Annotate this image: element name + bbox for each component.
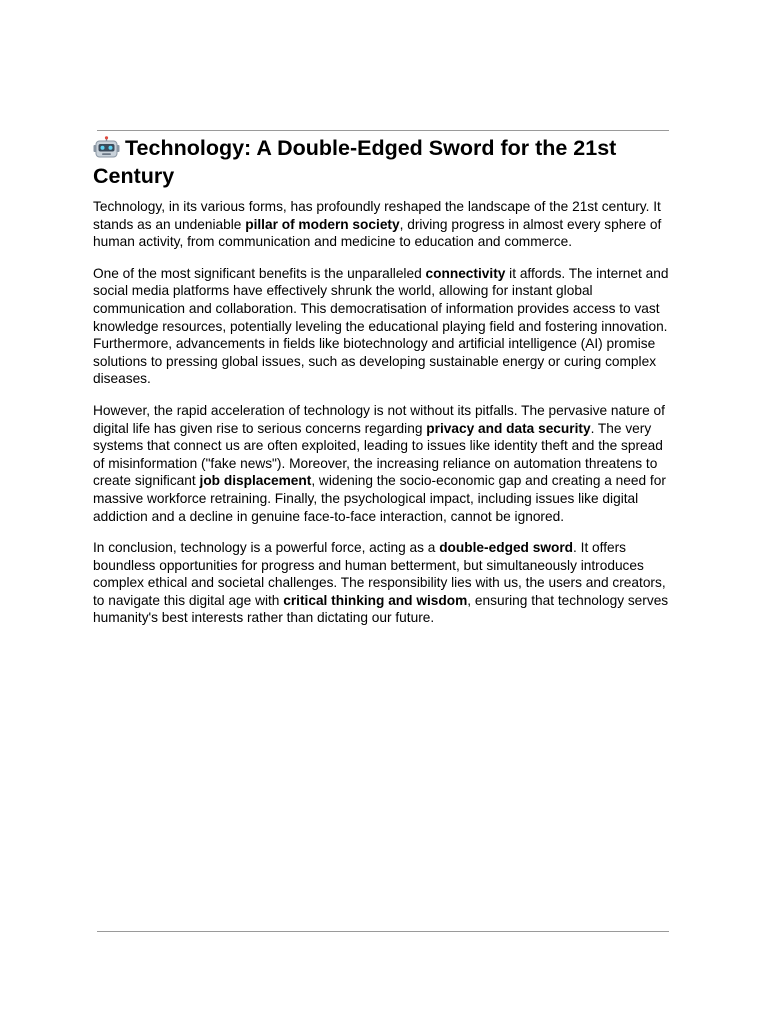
conclusion-bold-1: double-edged sword: [439, 540, 574, 556]
benefits-text-1: One of the most significant benefits is the unparalleled: [93, 265, 426, 281]
benefits-paragraph: [93, 265, 677, 388]
article-title: [93, 134, 677, 190]
conclusion-bold-2: critical thinking and wisdom: [283, 592, 468, 608]
pitfalls-text-1: However, the rapid acceleration of technology is not without its pitfalls. The pervasive nature of digital life has given rise to serious concerns regarding: [93, 402, 665, 436]
robot-icon: [93, 136, 120, 158]
pitfalls-paragraph: [93, 402, 677, 525]
intro-bold-1: pillar of modern society: [245, 216, 400, 232]
intro-text-2: , driving progress in almost every sphere of human activity, from communication and medicine to education and commerce.: [93, 216, 662, 250]
conclusion-text-3: , ensuring that technology serves humanity's best interests rather than dictating our future.: [93, 592, 669, 626]
conclusion-text-1: In conclusion, technology is a powerful force, acting as a: [93, 540, 440, 556]
pitfalls-text-3: , widening the socio-economic gap and creating a need for massive workforce retraining. Finally, the psychological impact, including issues like digital addiction and a decline in genuine face-to-face interaction, cannot be ignored.: [93, 473, 666, 524]
pitfalls-text-2: . The very systems that connect us are often exploited, leading to issues like identity theft and the spread of misinformation ("fake news"). Moreover, the increasing reliance on automation threatens to create significant: [93, 420, 663, 489]
article: [93, 134, 677, 641]
conclusion-paragraph: [93, 539, 677, 627]
conclusion-text-2: . It offers boundless opportunities for progress and human betterment, but simultaneously introduces complex ethical and societal challenges. The responsibility lies with us, the users and creators, to navigate this digital age with: [93, 540, 666, 608]
top-divider: [97, 130, 669, 131]
pitfalls-bold-1: privacy and data security: [426, 420, 591, 436]
benefits-bold-1: connectivity: [425, 265, 506, 281]
intro-paragraph: [93, 198, 677, 251]
intro-text-1: Technology, in its various forms, has profoundly reshaped the landscape of the 21st century. It stands as an undeniable: [93, 199, 661, 232]
pitfalls-bold-2: job displacement: [199, 473, 312, 489]
article-title-text: Technology: A Double-Edged Sword for the 21st Century: [93, 136, 617, 188]
bottom-divider: [97, 931, 669, 932]
benefits-text-2: it affords. The internet and social media platforms have effectively shrunk the world, allowing for instant global communication and collaboration. This democratisation of information provides access to vast knowledge resources, potentially leveling the educational playing field and fostering innovation. Furthermore, advancements in fields like biotechnology and artificial intelligence (AI) promise solutions to pressing global issues, such as developing sustainable energy or curing complex diseases.: [93, 265, 669, 387]
